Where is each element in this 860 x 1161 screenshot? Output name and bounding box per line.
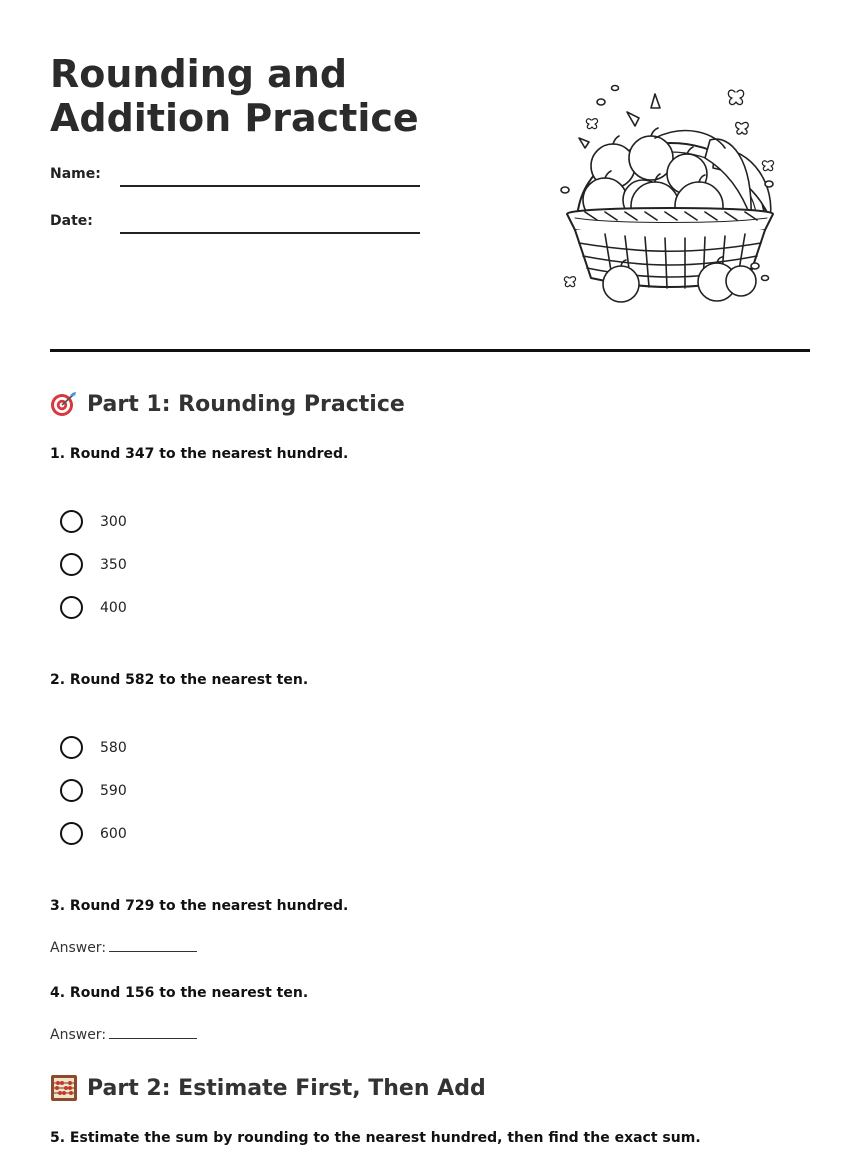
part1-heading: [50, 390, 405, 418]
option-label: 580: [100, 739, 127, 756]
question-1: 1. Round 347 to the nearest hundred.: [50, 446, 349, 462]
radio-button[interactable]: [60, 779, 83, 802]
question-4: 4. Round 156 to the nearest ten.: [50, 985, 309, 1001]
radio-button[interactable]: [60, 553, 83, 576]
fruit-basket-illustration: [555, 78, 785, 310]
worksheet-title: Rounding and Addition Practice: [50, 52, 419, 140]
answer-label: Answer:: [50, 1027, 107, 1043]
name-label: Name:: [50, 166, 101, 182]
q2-option-600[interactable]: [60, 822, 127, 845]
option-label: 590: [100, 782, 127, 799]
abacus-icon: [50, 1074, 78, 1102]
date-label: Date:: [50, 213, 93, 229]
radio-button[interactable]: [60, 596, 83, 619]
option-label: 350: [100, 556, 127, 573]
question-5: 5. Estimate the sum by rounding to the nearest hundred, then find the exact sum.: [50, 1130, 701, 1146]
answer-blank[interactable]: [109, 1026, 197, 1039]
date-input-line[interactable]: [120, 232, 420, 234]
name-input-line[interactable]: [120, 185, 420, 187]
q4-answer: [50, 1026, 197, 1043]
q1-option-400[interactable]: [60, 596, 127, 619]
radio-button[interactable]: [60, 510, 83, 533]
q2-option-590[interactable]: [60, 779, 127, 802]
option-label: 400: [100, 599, 127, 616]
q1-option-300[interactable]: [60, 510, 127, 533]
worksheet-page: [50, 0, 810, 1146]
radio-button[interactable]: [60, 822, 83, 845]
q3-answer: [50, 939, 197, 956]
q1-option-350[interactable]: [60, 553, 127, 576]
part2-heading-text: Part 2: Estimate First, Then Add: [87, 1075, 486, 1101]
option-label: 600: [100, 825, 127, 842]
dart-target-icon: [50, 390, 78, 418]
radio-button[interactable]: [60, 736, 83, 759]
question-3: 3. Round 729 to the nearest hundred.: [50, 898, 349, 914]
q2-option-580[interactable]: [60, 736, 127, 759]
header-divider: [50, 349, 810, 352]
worksheet-header: [50, 0, 810, 352]
answer-label: Answer:: [50, 940, 107, 956]
part1-heading-text: Part 1: Rounding Practice: [87, 391, 405, 417]
part2-heading: [50, 1074, 486, 1102]
question-2: 2. Round 582 to the nearest ten.: [50, 672, 309, 688]
answer-blank[interactable]: [109, 939, 197, 952]
option-label: 300: [100, 513, 127, 530]
